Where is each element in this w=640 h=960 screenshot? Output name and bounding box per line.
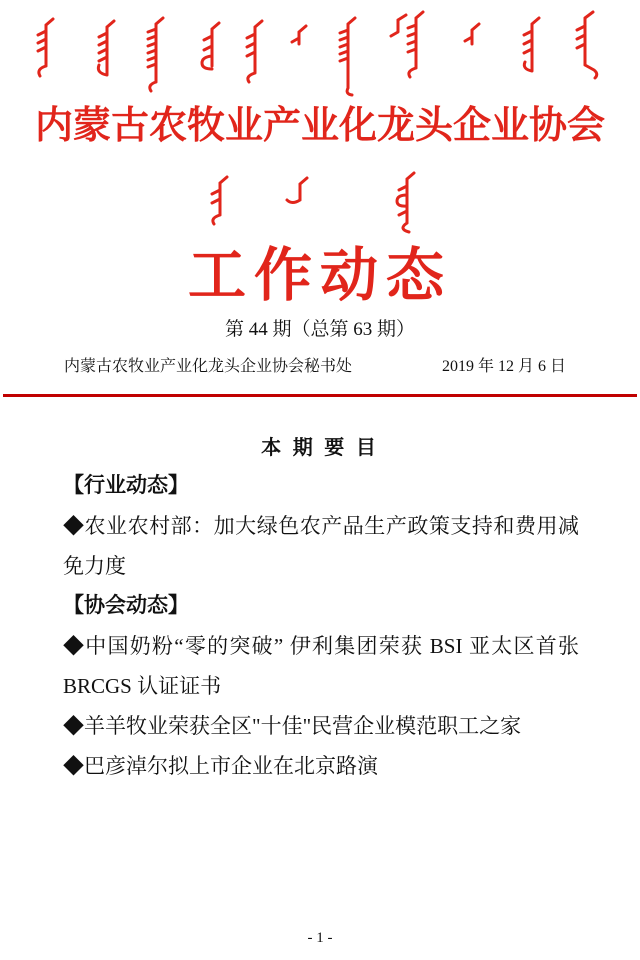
page-number: - 1 - <box>307 930 333 946</box>
toc-item: ◆巴彦淖尔拟上市企业在北京路演 <box>63 754 378 778</box>
publish-date: 2019 年 12 月 6 日 <box>441 358 566 375</box>
publisher-row <box>64 353 566 376</box>
mongolian-word <box>98 21 114 75</box>
mongolian-word <box>247 21 262 82</box>
mongolian-word <box>212 177 227 224</box>
mongolian-word <box>577 12 597 78</box>
mongolian-word <box>148 18 163 91</box>
mongolian-word <box>340 18 355 95</box>
mongolian-word <box>465 24 479 44</box>
mongolian-word <box>397 173 414 232</box>
mongolian-word <box>524 18 539 71</box>
mongolian-word <box>287 178 307 203</box>
org-name-title: 内蒙古农牧业产业化龙头企业协会 <box>34 105 605 147</box>
toc-heading: 本 期 要 目 <box>261 437 379 459</box>
mongolian-word <box>202 23 219 69</box>
mongolian-word <box>292 26 306 44</box>
toc-list <box>63 466 579 786</box>
toc-item: ◆中国奶粉“零的突破” 伊利集团荣获 BSI 亚太区首张 BRCGS 认证证书 <box>63 634 579 698</box>
toc-item: ◆农业农村部：加大绿色农产品生产政策支持和费用减免力度 <box>63 514 579 578</box>
mongolian-word <box>391 12 423 77</box>
mongolian-script-banner <box>0 0 640 100</box>
toc-section-label-association: 【协会动态】 <box>63 594 189 617</box>
toc-section-label-industry: 【行业动态】 <box>63 474 189 497</box>
mongolian-word <box>38 19 53 76</box>
toc-item: ◆羊羊牧业荣获全区"十佳"民营企业模范职工之家 <box>63 714 522 738</box>
bulletin-title: 工作动态 <box>187 243 452 308</box>
issue-number-line: 第 44 期（总第 63 期） <box>224 319 415 340</box>
red-divider-rule <box>3 394 637 397</box>
publisher-name: 内蒙古农牧业产业化龙头企业协会秘书处 <box>64 358 353 375</box>
